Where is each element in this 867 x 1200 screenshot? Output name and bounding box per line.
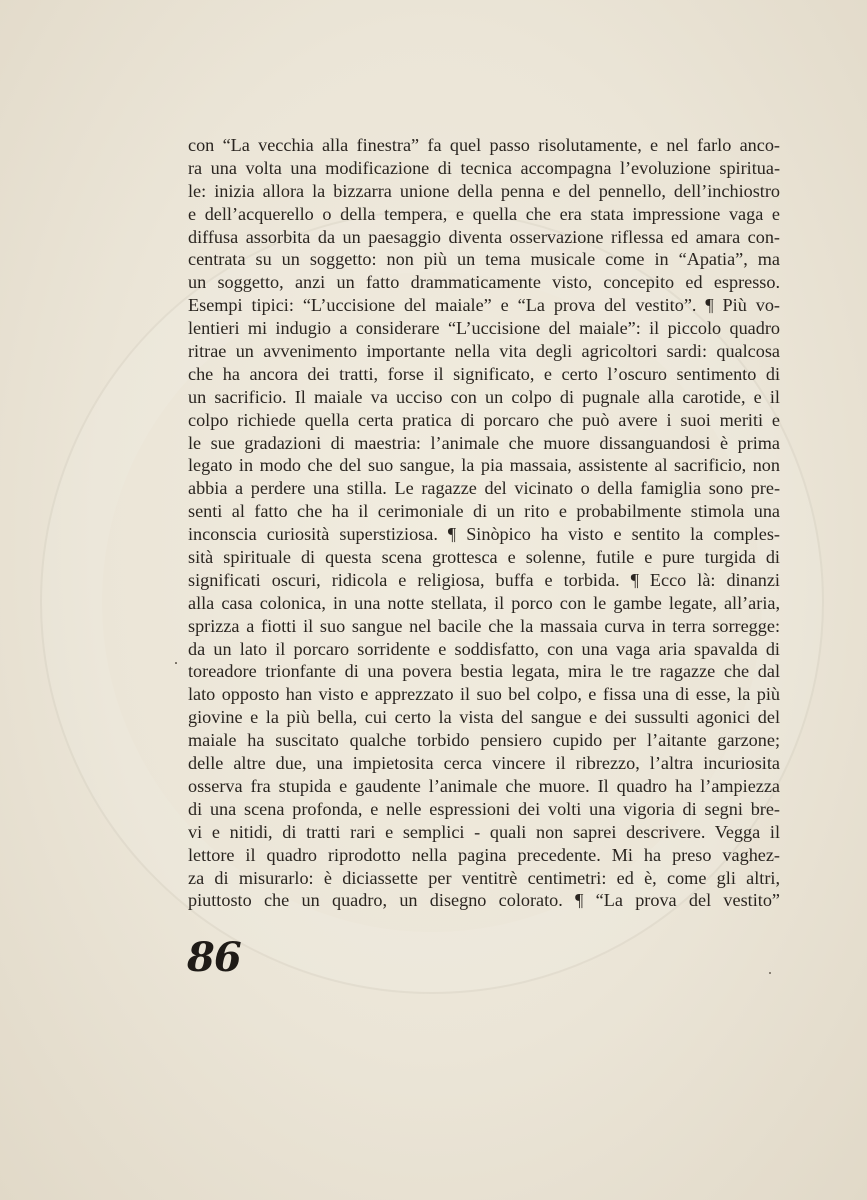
text-line: da un lato il porcaro sorridente e soddisfatto, con una vaga aria spavalda di	[188, 638, 780, 659]
text-line: alla casa colonica, in una notte stellata, il porco con le gambe legate, all’aria,	[188, 592, 780, 613]
text-line: lato opposto han visto e apprezzato il suo bel colpo, e fissa una di esse, la più	[188, 684, 780, 705]
text-line: con “La vecchia alla finestra” fa quel passo risolutamente, e nel farlo anco-	[188, 135, 780, 155]
text-line: Esempi tipici: “L’uccisione del maiale” e “La prova del vestito”. ¶ Più vo-	[188, 295, 780, 316]
text-line: di una scena profonda, e nelle espressioni dei volti una vigoria di segni bre-	[188, 798, 780, 819]
text-line: significati oscuri, ridicola e religiosa, buffa e torbida. ¶ Ecco là: dinanzi	[188, 569, 780, 590]
text-line: le: inizia allora la bizzarra unione della penna e del pennello, dell’inchiostro	[188, 180, 780, 201]
text-line: ra una volta una modificazione di tecnica accompagna l’evoluzione spiritua-	[188, 157, 780, 178]
text-line: za di misurarlo: è diciassette per ventitrè centimetri: ed è, come gli altri,	[188, 867, 780, 888]
text-line: che ha ancora dei tratti, forse il significato, e certo l’oscuro sentimento di	[188, 363, 780, 384]
page-number: 86	[187, 934, 241, 981]
text-line: diffusa assorbita da un paesaggio diventa osservazione riflessa ed amara con-	[188, 226, 780, 247]
text-line: delle altre due, una impietosita cerca vincere il ribrezzo, l’altra incuriosita	[188, 753, 780, 774]
text-line: sprizza a fiotti il suo sangue nel bacile che la massaia curva in terra sorregge:	[188, 615, 780, 636]
text-line: lentieri mi indugio a considerare “L’uccisione del maiale”: il piccolo quadro	[188, 318, 780, 339]
text-line: e dell’acquerello o della tempera, e quella che era stata impressione vaga e	[188, 203, 780, 224]
text-line: le sue gradazioni di maestria: l’animale che muore dissanguandosi è prima	[188, 432, 780, 453]
text-line: piuttosto che un quadro, un disegno colorato. ¶ “La prova del vestito”	[188, 890, 780, 911]
text-line: un soggetto, anzi un fatto drammaticamente visto, concepito ed espresso.	[188, 272, 780, 293]
text-line: lettore il quadro riprodotto nella pagina precedente. Mi ha preso vaghez-	[188, 844, 780, 865]
text-line: centrata su un soggetto: non più un tema musicale come in “Apatia”, ma	[188, 249, 780, 270]
text-line: colpo richiede quella certa pratica di porcaro che può avere i suoi meriti e	[188, 409, 780, 430]
text-line: senti al fatto che ha il cerimoniale di un rito e probabilmente stimola una	[188, 501, 780, 522]
text-line: legato in modo che del suo sangue, la pia massaia, assistente al sacrificio, non	[188, 455, 780, 476]
text-line: toreadore trionfante di una povera bestia legata, mira le tre ragazze che dal	[188, 661, 780, 682]
text-line: giovine e la più bella, cui certo la vista del sangue e dei sussulti agonici del	[188, 707, 780, 728]
text-line: ritrae un avvenimento importante nella vita degli agricoltori sardi: qualcosa	[188, 341, 780, 362]
text-line: abbia a perdere una stilla. Le ragazze del vicinato o della famiglia sono pre-	[188, 478, 780, 499]
text-line: osserva fra stupida e gaudente l’animale che muore. Il quadro ha l’ampiezza	[188, 775, 780, 796]
body-text	[188, 134, 780, 912]
text-line: vi e nitidi, di tratti rari e semplici - quali non saprei descrivere. Vegga il	[188, 821, 780, 842]
text-line: un sacrificio. Il maiale va ucciso con un colpo di pugnale alla carotide, e il	[188, 386, 780, 407]
text-line: sità spirituale di questa scena grottesca e solenne, futile e pure turgida di	[188, 547, 780, 568]
paper-speck	[175, 662, 177, 664]
text-line: maiale ha suscitato qualche torbido pensiero cupido per l’aitante garzone;	[188, 730, 780, 751]
paper-speck	[769, 972, 771, 974]
text-line: inconscia curiosità superstiziosa. ¶ Sinòpico ha visto e sentito la comples-	[188, 524, 780, 545]
